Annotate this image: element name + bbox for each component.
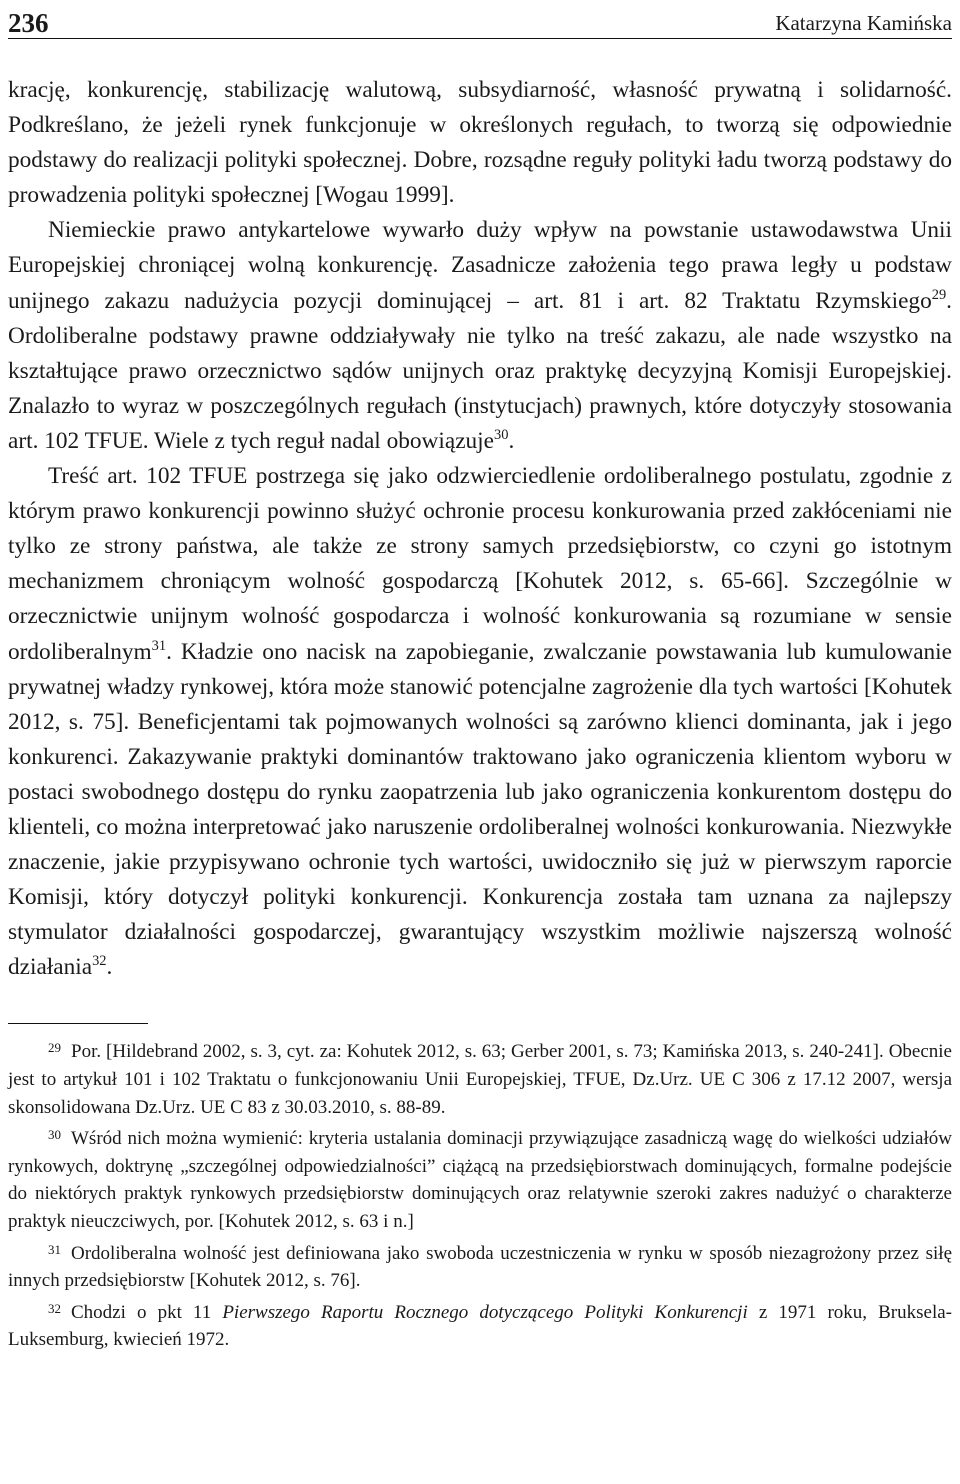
footnote-29: [8, 1034, 952, 1121]
paragraph-2: [8, 213, 952, 459]
footnote-text: Ordoliberalna wolność jest definiowana jako swoboda uczestniczenia w rynku w sposób niezagrożony przez siłę innych przedsiębiorstw [Kohutek 2012, s. 76].: [8, 1242, 952, 1292]
paragraph-2-text-b: . Ordoliberalne podstawy prawne oddziaływały nie tylko na treść zakazu, ale nade wszystko na kształtujące prawo orzecznictwo sądów unijnych oraz praktykę decyzyjną Komisji Europejskiej. Znalazło to wyraz w poszczególnych regułach (instytucjach) prawnych, które dotyczyły stosowania art. 102 TFUE. Wiele z tych reguł nadal obowiązuje: [8, 287, 952, 454]
footnotes: [8, 1034, 952, 1354]
footnote-ref-31[interactable]: 31: [151, 637, 167, 654]
footnote-number: 29: [48, 1040, 61, 1056]
paragraph-2-text-a: Niemieckie prawo antykartelowe wywarło duży wpływ na powstanie ustawodawstwa Unii Europejskiej chroniącej wolną konkurencję. Zasadnicze założenia tego prawa legły u podstaw unijnego zakazu nadużycia pozycji dominującej – art. 81 i art. 82 Traktatu Rzymskiego: [8, 217, 952, 314]
page-number: 236: [8, 8, 49, 38]
footnote-text-b: z 1971 roku, Bruksela- Luksemburg, kwiecień 1972.: [8, 1301, 952, 1351]
running-header: [8, 0, 952, 39]
footnote-text: Por. [Hildebrand 2002, s. 3, cyt. za: Kohutek 2012, s. 63; Gerber 2001, s. 73; Kamińska 2013, s. 240-241]. Obecnie jest to artykuł 101 i 102 Traktatu o funkcjonowaniu Unii Europejskiej, TFUE, Dz.Urz. UE C 306 z 17.12 2007, wersja skonsolidowana Dz.Urz. UE C 83 z 30.03.2010, s. 88-89.: [8, 1041, 952, 1118]
author-running-head: Katarzyna Kamińska: [775, 11, 952, 35]
paragraph-1: [8, 73, 952, 213]
footnote-number: 31: [48, 1241, 61, 1257]
footnote-30: [8, 1121, 952, 1235]
paragraph-3: [8, 459, 952, 985]
footnote-ref-32[interactable]: 32: [92, 953, 107, 970]
footnote-ref-29[interactable]: 29: [931, 286, 947, 303]
footnote-text: Wśród nich można wymienić: kryteria ustalania dominacji przywiązujące zasadniczą wagę do wielkości udziałów rynkowych, doktrynę „szczególnej odpowiedzialności” ciążącą na przedsiębiorstwach dominujących, formalne podejście do niektórych praktyk rynkowych przedsiębiorstw dominujących oraz relatywnie szeroki zakres nadużyć o charakterze praktyk nieuczciwych, por. [Kohutek 2012, s. 63 i n.]: [8, 1128, 952, 1232]
footnote-number: 30: [48, 1127, 61, 1143]
body-text: [8, 73, 952, 985]
paragraph-3-text-b: . Kładzie ono nacisk na zapobieganie, zwalczanie powstawania lub kumulowanie prywatnej władzy rynkowej, która może stanowić potencjalne zagrożenie dla tych wartości [Kohutek 2012, s. 75]. Beneficjentami tak pojmowanych wolności są zarówno klienci dominanta, jak i jego konkurenci. Zakazywanie praktyki dominantów traktowano jako ograniczenia klientom wyboru w postaci swobodnego dostępu do rynku zaopatrzenia lub jako ograniczenia konkurentom dostępu do klienteli, co można interpretować jako naruszenie ordoliberalnej wolności konkurowania. Niezwykłe znaczenie, jakie przypisywano ochronie tych wartości, uwidoczniło się już w pierwszym raporcie Komisji, który dotyczył polityki konkurencji. Konkurencja została tam uznana za najlepszy stymulator działalności gospodarczej, gwarantujący wszystkim możliwie najszerszą wolność działania: [8, 638, 952, 981]
footnote-number: 32: [48, 1300, 61, 1316]
paragraph-3-text-c: .: [106, 954, 113, 981]
footnote-text-a: Chodzi o pkt 11: [71, 1301, 223, 1323]
paragraph-3-text-a: Treść art. 102 TFUE postrzega się jako odzwierciedlenie ordoliberalnego postulatu, zgodnie z którym prawo konkurencji powinno służyć ochronie procesu konkurowania przed zakłóceniami nie tylko ze strony państwa, ale także ze strony samych przedsiębiorstw, co czyni go istotnym mechanizmem chroniącym wolność gospodarczą [Kohutek 2012, s. 65-66]. Szczególnie w orzecznictwie unijnym wolność gospodarcza i wolność konkurowania są rozumiane w sensie ordoliberalnym: [8, 463, 952, 665]
footnote-31: [8, 1236, 952, 1295]
paragraph-2-text-c: .: [508, 427, 515, 454]
footnote-separator: [8, 1023, 148, 1024]
paragraph-1-text: krację, konkurencję, stabilizację walutową, subsydiarność, własność prywatną i solidarność. Podkreślano, że jeżeli rynek funkcjonuje w określonych regułach, to tworzą się odpowiednie podstawy do realizacji polityki społecznej. Dobre, rozsądne reguły polityki ładu tworzą podstawy do prowadzenia polityki społecznej [Wogau 1999].: [8, 77, 952, 209]
footnote-32: [8, 1295, 952, 1354]
report-title-italic: Pierwszego Raportu Rocznego dotyczącego Polityki Konkurencji: [222, 1301, 748, 1323]
footnote-ref-30[interactable]: 30: [494, 427, 509, 444]
